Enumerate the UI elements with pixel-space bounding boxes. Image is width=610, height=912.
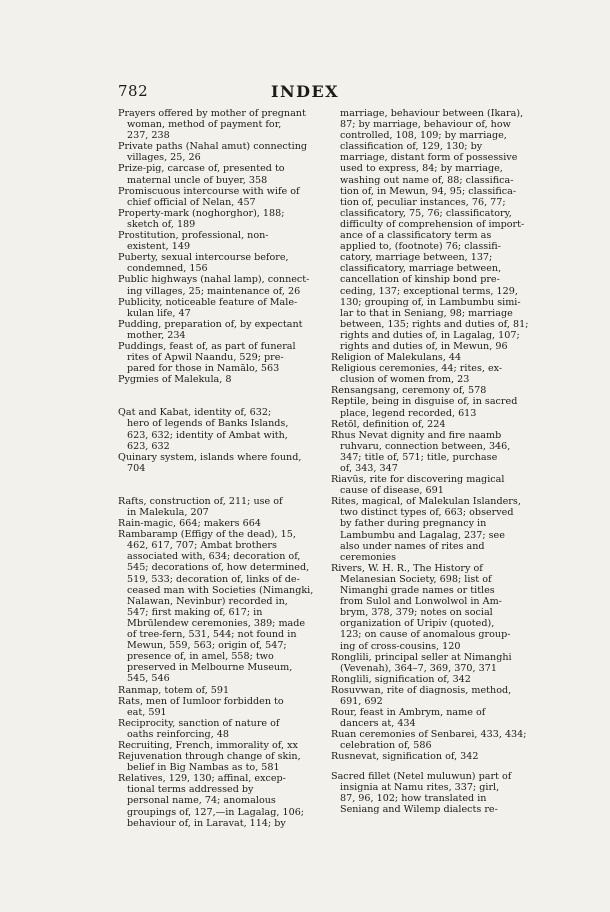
index-entry-line: between, 135; rights and duties of, 81; xyxy=(340,318,529,330)
index-entry-line: Promiscuous intercourse with wife of xyxy=(118,185,300,197)
index-entry-line: kulan life, 47 xyxy=(127,307,191,319)
index-entry-line: difficulty of comprehension of import- xyxy=(340,218,525,230)
index-entry-line: woman, method of payment for, xyxy=(127,119,282,131)
index-entry-line: personal name, 74; anomalous xyxy=(127,795,276,807)
index-entry xyxy=(331,385,543,396)
index-entry-line: Publicity, noticeable feature of Male- xyxy=(118,296,298,308)
index-entry-line: Mewun, 559, 563; origin of, 547; xyxy=(127,640,287,652)
index-entry-line: celebration of, 586 xyxy=(340,740,432,752)
index-entry-line: Sacred fillet (Netel muluwun) part of xyxy=(331,770,512,782)
index-entry xyxy=(118,452,330,474)
index-entry-line: lar to that in Seniang, 98; marriage xyxy=(340,307,513,319)
index-entry-line: Ronglili, principal seller at Nimanghi xyxy=(331,651,512,663)
index-entry xyxy=(118,751,330,773)
index-entry-line: Seniang and Wilemp dialects re- xyxy=(340,803,498,815)
index-entry-line: in Malekula, 207 xyxy=(127,507,209,518)
index-entry-line: presence of, in amel, 558; two xyxy=(127,651,274,663)
index-entry-line: Mbrūlendew ceremonies, 389; made xyxy=(127,617,306,629)
index-entry xyxy=(331,430,543,474)
index-entry-line: 545, 546 xyxy=(127,673,170,685)
index-entry-line: Rusnevat, signification of, 342 xyxy=(331,751,479,763)
index-entry-line: Melanesian Society, 698; list of xyxy=(340,573,492,585)
index-entry-line: cause of disease, 691 xyxy=(340,485,444,497)
index-block-s xyxy=(331,771,543,815)
index-entry xyxy=(331,685,543,707)
index-entry xyxy=(118,319,330,341)
index-block-q xyxy=(118,407,330,474)
index-block-r xyxy=(118,496,330,829)
index-entry xyxy=(331,363,543,385)
index-entry-line: Rambaramp (Effigy of the dead), 15, xyxy=(118,529,296,541)
index-entry-line: behaviour of, in Laravat, 114; by xyxy=(127,817,286,829)
index-entry xyxy=(118,685,330,696)
index-entry-line: by father during pregnancy in xyxy=(340,518,487,530)
index-entry-line: Quinary system, islands where found, xyxy=(118,451,302,463)
index-entry-line: oaths reinforcing, 48 xyxy=(127,728,229,740)
index-entry-line: Pygmies of Malekula, 8 xyxy=(118,374,232,386)
index-entry-line: also under names of rites and xyxy=(340,540,485,552)
index-entry xyxy=(331,496,543,563)
index-entry-line: Reciprocity, sanction of nature of xyxy=(118,717,280,729)
index-entry-line: Rour, feast in Ambrym, name of xyxy=(331,707,486,719)
index-entry-line: marriage, distant form of possessive xyxy=(340,152,518,164)
index-entry xyxy=(118,718,330,740)
index-entry xyxy=(331,419,543,430)
index-entry-line: Rejuvenation through change of skin, xyxy=(118,751,301,763)
index-entry-line: of, 343, 347 xyxy=(340,463,398,474)
index-column-right xyxy=(331,108,543,815)
index-entry-line: existent, 149 xyxy=(127,241,191,253)
index-entry-line: dancers at, 434 xyxy=(340,718,416,730)
index-entry-line: Relatives, 129, 130; affinal, excep- xyxy=(118,773,286,785)
page-number: 782 xyxy=(118,82,149,100)
index-entry-line: rights and duties of, in Mewun, 96 xyxy=(340,340,508,352)
index-entry xyxy=(331,674,543,685)
index-entry-line: ceding, 137; exceptional terms, 129, xyxy=(340,285,518,297)
index-entry-line: Private paths (Nahal amut) connecting xyxy=(118,141,308,153)
index-entry xyxy=(331,396,543,418)
index-entry-line: Rhus Nevat dignity and fire naamb xyxy=(331,429,502,441)
index-entry-line: cancellation of kinship bond pre- xyxy=(340,274,500,286)
index-entry-line: Qat and Kabat, identity of, 632; xyxy=(118,407,272,419)
index-entry-line: Rivers, W. H. R., The History of xyxy=(331,562,483,574)
index-entry-line: classificatory, 75, 76; classificatory, xyxy=(340,207,512,219)
index-entry-line: chief official of Nelan, 457 xyxy=(127,196,256,208)
index-entry-line: 547; first making of, 617; in xyxy=(127,606,263,618)
index-entry-line: brym, 378, 379; notes on social xyxy=(340,607,493,619)
index-entry-line: belief in Big Nambas as to, 581 xyxy=(127,762,280,774)
index-entry xyxy=(331,352,543,363)
index-entry-line: catory, marriage between, 137; xyxy=(340,252,493,264)
index-entry-line: 691, 692 xyxy=(340,695,383,707)
index-entry-line: 237, 238 xyxy=(127,130,170,142)
index-entry-line: Religion of Malekulans, 44 xyxy=(331,352,462,364)
index-entry xyxy=(331,652,543,674)
index-entry-line: Ronglili, signification of, 342 xyxy=(331,673,471,685)
index-entry-line: marriage, behaviour between (Ikara), xyxy=(340,108,524,119)
index-entry-line: two distinct types of, 663; observed xyxy=(340,507,514,519)
index-entry-line: Puberty, sexual intercourse before, xyxy=(118,252,289,264)
index-entry-line: condemned, 156 xyxy=(127,263,208,275)
index-entry-line: 130; grouping of, in Lambumbu simi- xyxy=(340,296,521,308)
index-entry-line: ruhvaru, connection between, 346, xyxy=(340,440,511,452)
index-entry-line: of tree-fern, 531, 544; not found in xyxy=(127,629,297,641)
index-entry-line: 87, 96, 102; how translated in xyxy=(340,792,487,804)
index-entry-line: 704 xyxy=(127,462,146,474)
index-entry-line: ing of cross-cousins, 120 xyxy=(340,640,461,652)
index-entry-line: 545; decorations of, how determined, xyxy=(127,562,310,574)
index-entry-line: tion of, peculiar instances, 76, 77; xyxy=(340,196,506,208)
index-entry-line: from Sulol and Lonwolwol in Am- xyxy=(340,596,502,608)
index-entry-line: Lambumbu and Lagalag, 237; see xyxy=(340,529,505,541)
index-entry xyxy=(118,773,330,828)
index-entry xyxy=(331,563,543,652)
index-entry-line: Retōl, definition of, 224 xyxy=(331,418,446,430)
index-entry-line: 347; title of, 571; title, purchase xyxy=(340,451,498,463)
index-entry xyxy=(118,108,330,141)
index-entry-line: used to express, 84; by marriage, xyxy=(340,163,503,175)
index-entry-line: Rain-magic, 664; makers 664 xyxy=(118,518,261,530)
index-entry-line: controlled, 108, 109; by marriage, xyxy=(340,130,507,142)
index-entry xyxy=(118,163,330,185)
index-entry-line: Rosuvwan, rite of diagnosis, method, xyxy=(331,684,512,696)
index-entry-line: groupings of, 127,—in Lagalag, 106; xyxy=(127,806,305,818)
index-entry xyxy=(118,186,330,208)
index-entry-line: tional terms addressed by xyxy=(127,784,254,796)
index-entry-line: place, legend recorded, 613 xyxy=(340,407,477,419)
index-entry xyxy=(331,108,543,352)
index-entry-line: ceased man with Societies (Nimangki, xyxy=(127,584,314,596)
index-entry-line: mother, 234 xyxy=(127,329,186,341)
index-entry-line: associated with, 634; decoration of, xyxy=(127,551,301,563)
index-entry xyxy=(118,141,330,163)
index-entry-line: ing villages, 25; maintenance of, 26 xyxy=(127,285,301,297)
index-entry-line: 462, 617, 707; Ambat brothers xyxy=(127,540,277,552)
index-entry-line: Ranmap, totem of, 591 xyxy=(118,684,230,696)
index-entry xyxy=(118,518,330,529)
index-entry-line: Religious ceremonies, 44; rites, ex- xyxy=(331,363,503,375)
index-entry-line: rights and duties of, in Lagalag, 107; xyxy=(340,329,520,341)
index-entry xyxy=(331,707,543,729)
index-entry-line: Public highways (nahal lamp), connect- xyxy=(118,274,310,286)
index-entry-line: Recruiting, French, immorality of, xx xyxy=(118,739,298,751)
index-entry xyxy=(118,297,330,319)
index-entry-line: rites of Apwil Naandu, 529; pre- xyxy=(127,352,284,364)
page-title: INDEX xyxy=(270,82,340,101)
index-entry-line: Nimanghi grade names or titles xyxy=(340,585,495,597)
index-entry-line: classification of, 129, 130; by xyxy=(340,141,483,153)
index-entry-line: maternal uncle of buyer, 358 xyxy=(127,174,268,186)
index-entry-line: classificatory, marriage between, xyxy=(340,263,502,275)
index-entry xyxy=(331,751,543,762)
index-entry-line: Rensangsang, ceremony of, 578 xyxy=(331,385,487,397)
index-entry-line: 623, 632; identity of Ambat with, xyxy=(127,429,288,441)
index-entry xyxy=(331,729,543,751)
index-block-continuation xyxy=(331,108,543,352)
index-entry xyxy=(331,474,543,496)
index-entry-line: Nalawan, Nevinbur) recorded in, xyxy=(127,595,288,607)
index-entry-line: sketch of, 189 xyxy=(127,218,196,230)
index-entry-line: washing out name of, 88; classifica- xyxy=(340,174,514,186)
index-entry-line: Property-mark (noghorghor), 188; xyxy=(118,207,285,219)
index-entry-line: Riavūs, rite for discovering magical xyxy=(331,474,505,486)
index-entry-line: 519, 533; decoration of, links of de- xyxy=(127,573,300,585)
index-entry-line: pared for those in Namālo, 563 xyxy=(127,363,280,375)
index-entry-line: organization of Uripiv (quoted), xyxy=(340,618,495,630)
index-entry-line: hero of legends of Banks Islands, xyxy=(127,418,289,430)
index-entry xyxy=(118,274,330,296)
index-entry-line: eat, 591 xyxy=(127,706,167,718)
index-entry xyxy=(118,252,330,274)
index-column-left xyxy=(118,108,330,829)
index-entry xyxy=(118,740,330,751)
index-entry-line: ceremonies xyxy=(340,551,397,563)
index-entry-line: 623, 632 xyxy=(127,440,170,452)
index-entry-line: Prize-pig, carcase of, presented to xyxy=(118,163,285,175)
index-entry xyxy=(118,230,330,252)
index-entry-line: applied to, (footnote) 76; classifi- xyxy=(340,241,501,253)
index-entry-line: Rites, magical, of Malekulan Islanders, xyxy=(331,496,521,508)
index-entry-line: Pudding, preparation of, by expectant xyxy=(118,318,303,330)
index-entry-line: Puddings, feast of, as part of funeral xyxy=(118,340,296,352)
index-entry-line: Rats, men of Iumloor forbidden to xyxy=(118,695,284,707)
index-entry-line: Rafts, construction of, 211; use of xyxy=(118,495,283,507)
index-entry xyxy=(118,529,330,684)
index-entry-line: tion of, in Mewun, 94, 95; classifica- xyxy=(340,185,517,197)
index-entry xyxy=(118,696,330,718)
index-entry-line: clusion of women from, 23 xyxy=(340,374,470,386)
index-entry xyxy=(118,496,330,518)
index-entry-line: Prostitution, professional, non- xyxy=(118,230,269,242)
index-entry-line: 123; on cause of anomalous group- xyxy=(340,629,511,641)
index-entry xyxy=(331,771,543,815)
index-entry-line: (Vevenah), 364–7, 369, 370, 371 xyxy=(340,662,497,674)
index-entry-line: preserved in Melbourne Museum, xyxy=(127,662,293,674)
index-entry xyxy=(118,374,330,385)
index-entry-line: insignia at Namu rites, 337; girl, xyxy=(340,781,500,793)
index-entry-line: Reptile, being in disguise of, in sacred xyxy=(331,396,518,408)
index-entry xyxy=(118,341,330,374)
index-entry-line: 87; by marriage, behaviour of, how xyxy=(340,119,511,131)
index-entry-line: Ruan ceremonies of Senbarei, 433, 434; xyxy=(331,729,527,741)
index-entry-line: villages, 25, 26 xyxy=(127,152,201,164)
index-block-r-continued xyxy=(331,352,543,762)
index-entry-line: ance of a classificatory term as xyxy=(340,230,492,242)
index-block-p xyxy=(118,108,330,385)
index-entry xyxy=(118,407,330,451)
index-entry-line: Prayers offered by mother of pregnant xyxy=(118,108,306,119)
index-entry xyxy=(118,208,330,230)
